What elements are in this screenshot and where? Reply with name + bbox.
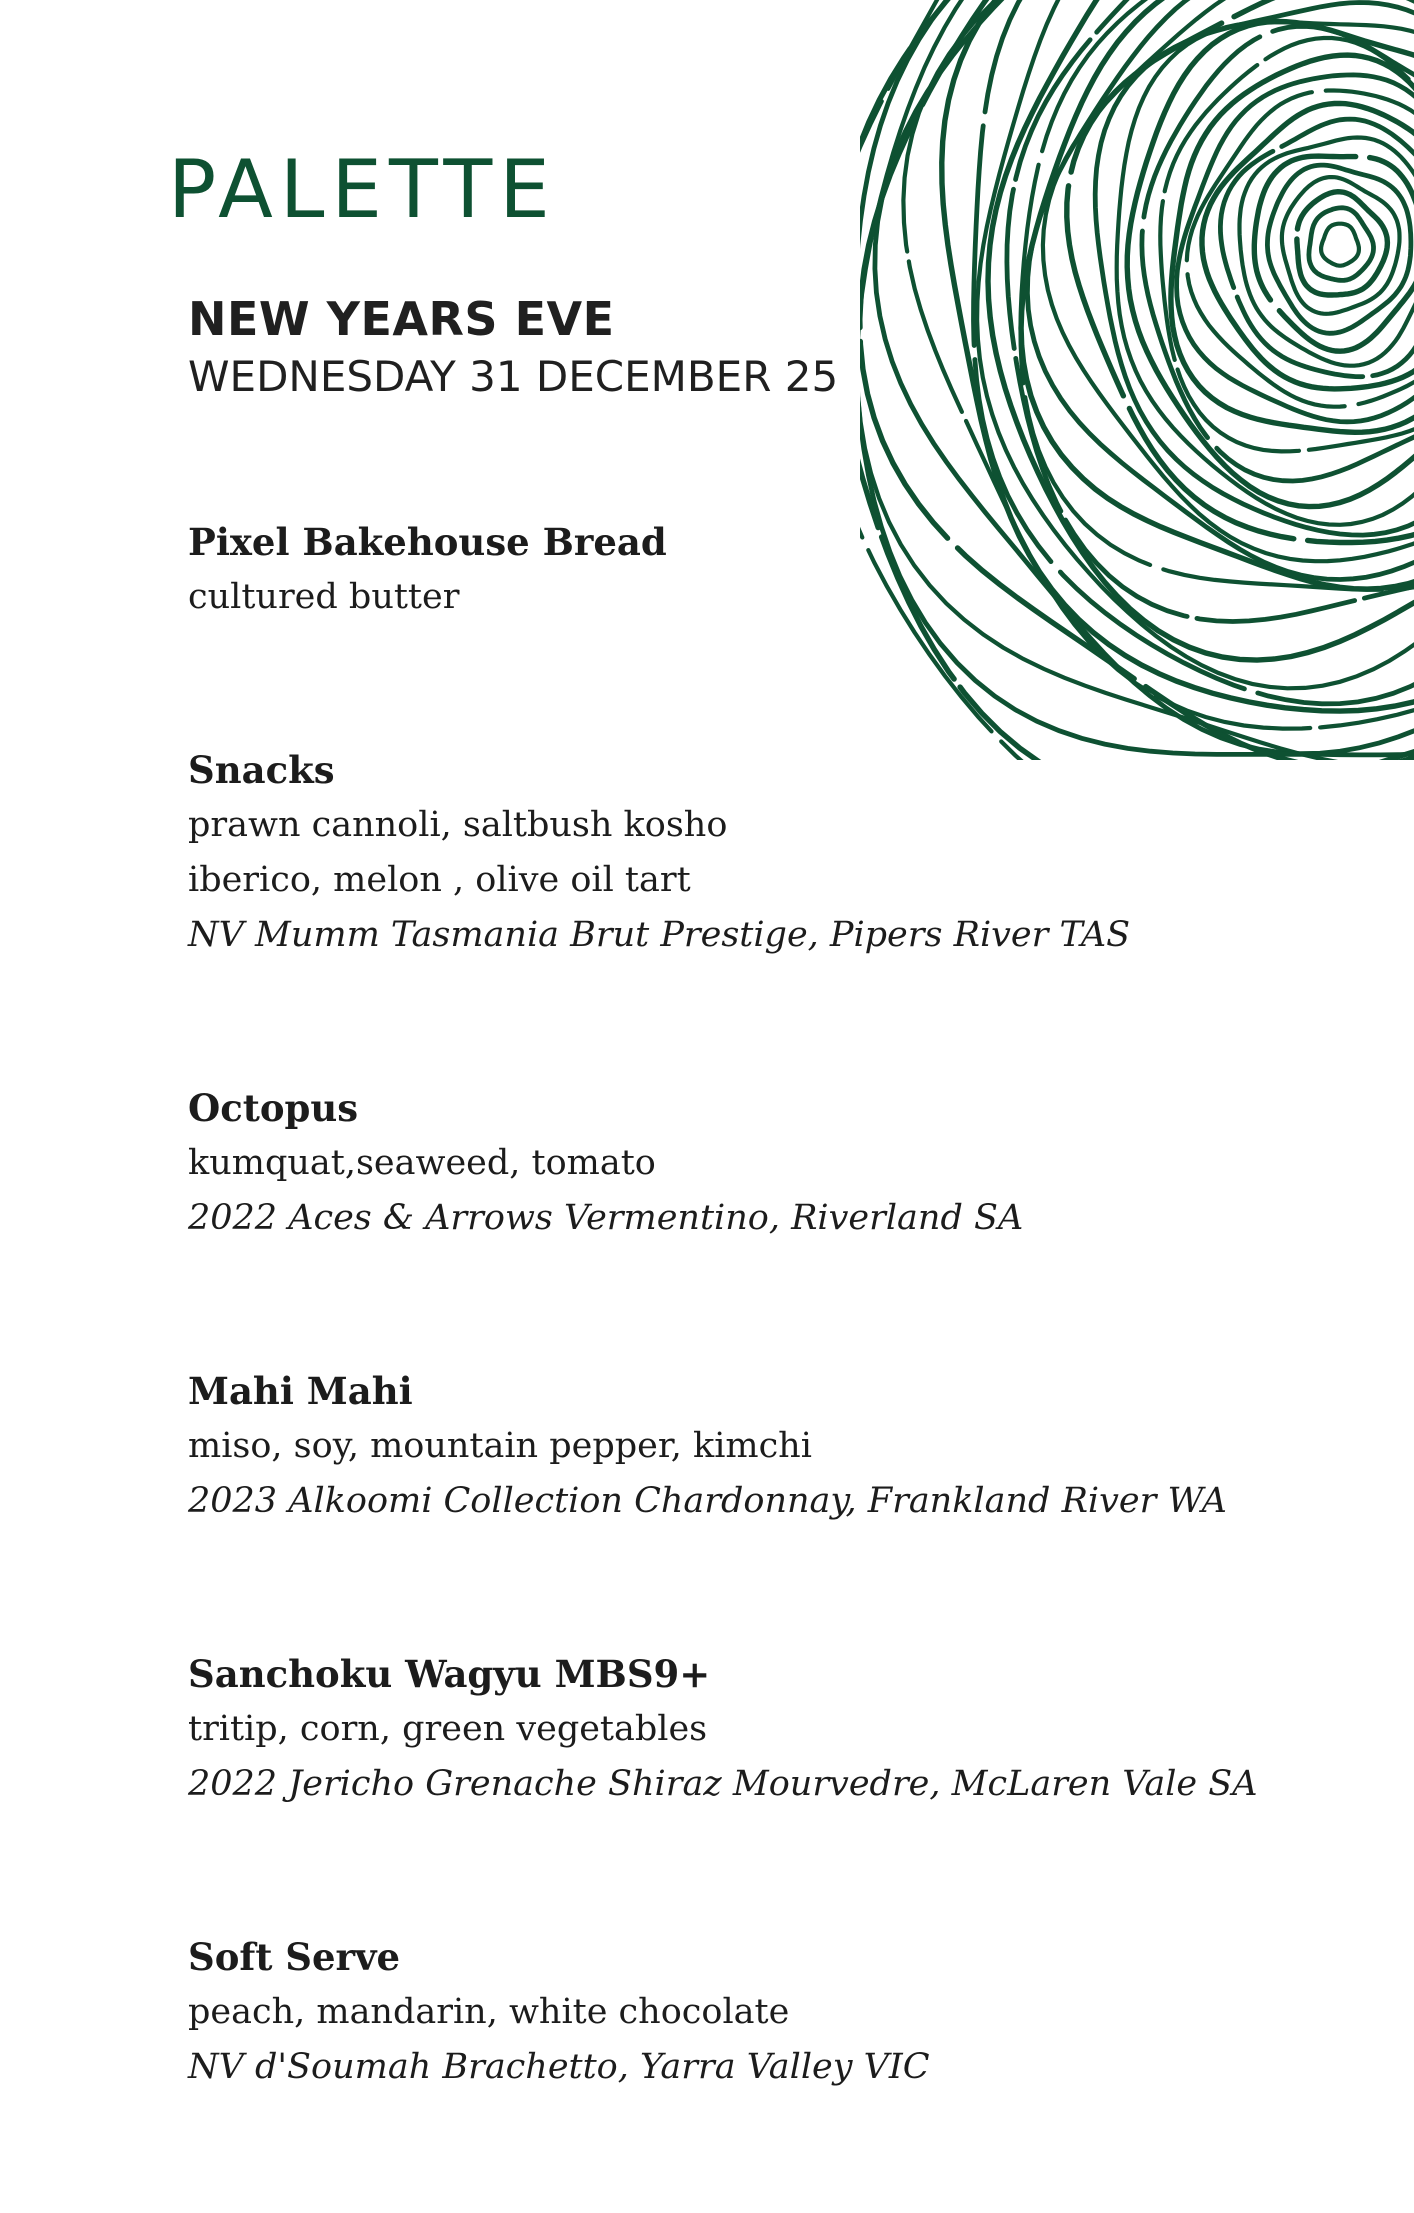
wine-pairing: NV Mumm Tasmania Brut Prestige, Pipers River TAS [188,908,1318,963]
course-item [188,515,1318,625]
course-name: Sanchoku Wagyu MBS9+ [188,1647,1318,1702]
course-name: Octopus [188,1081,1318,1136]
event-date: WEDNESDAY 31 DECEMBER 25 [188,352,838,402]
menu-list [188,515,1318,2213]
course-description: cultured butter [188,570,1318,625]
course-name: Mahi Mahi [188,1364,1318,1419]
course-description: peach, mandarin, white chocolate [188,1985,1318,2040]
course-item [188,1930,1318,2095]
course-description: miso, soy, mountain pepper, kimchi [188,1419,1318,1474]
wine-pairing: NV d'Soumah Brachetto, Yarra Valley VIC [188,2040,1318,2095]
course-item [188,743,1318,963]
wine-pairing: 2022 Jericho Grenache Shiraz Mourvedre, McLaren Vale SA [188,1757,1318,1812]
course-item [188,1081,1318,1246]
course-description: iberico, melon , olive oil tart [188,853,1318,908]
restaurant-logo: PALETTE [168,150,557,230]
course-name: Snacks [188,743,1318,798]
wine-pairing: 2023 Alkoomi Collection Chardonnay, Frankland River WA [188,1474,1318,1529]
wine-pairing: 2022 Aces & Arrows Vermentino, Riverland SA [188,1191,1318,1246]
decor-ring [1309,208,1374,281]
course-description: kumquat,seaweed, tomato [188,1136,1318,1191]
course-name: Soft Serve [188,1930,1318,1985]
course-item [188,1647,1318,1812]
course-name: Pixel Bakehouse Bread [188,515,1318,570]
course-description: tritip, corn, green vegetables [188,1702,1318,1757]
event-title: NEW YEARS EVE [188,292,615,347]
course-description: prawn cannoli, saltbush kosho [188,798,1318,853]
decor-ring [1321,224,1359,266]
course-item [188,1364,1318,1529]
